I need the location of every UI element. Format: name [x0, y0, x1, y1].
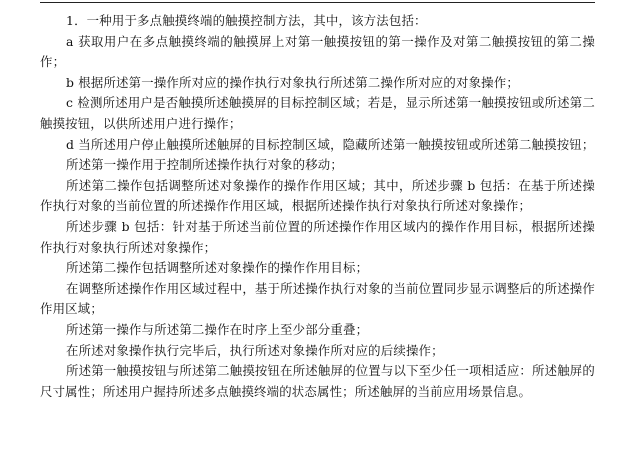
claim-step-b: b 根据所述第一操作所对应的操作执行对象执行所述第二操作所对应的对象操作；: [66, 74, 519, 90]
claim-text-block: [40, 11, 595, 402]
claim-step-c: c 检测所述用户是否触摸所述触摸屏的目标控制区域；若是，显示所述第一触摸按钮或所述第二触摸按钮，以供所述用户进行操作；: [40, 95, 595, 131]
claim-paragraph: 在调整所述操作作用区域过程中，基于所述操作执行对象的当前位置同步显示调整后的所述操作作用区域；: [40, 280, 595, 317]
claim-paragraph: 所述步骤 b 包括：针对基于所述当前位置的所述操作作用区域内的操作作用目标，根据所述操作执行对象执行所述对象操作；: [40, 218, 595, 255]
claim-step-a: a 获取用户在多点触摸终端的触摸屏上对第一触摸按钮的第一操作及对第二触摸按钮的第二操作；: [40, 33, 595, 70]
top-divider: [40, 2, 595, 3]
claim-paragraph: 所述第一操作与所述第二操作在时序上至少部分重叠；: [66, 321, 369, 337]
claim-paragraph: 所述第一触摸按钮与所述第二触摸按钮在所述触屏的位置与以下至少任一项相适应：所述触屏的尺寸属性；所述用户握持所述多点触摸终端的状态属性；所述触屏的当前应用场景信息。: [40, 363, 595, 399]
claim-step-d: d 当所述用户停止触摸所述触屏的目标控制区域，隐藏所述第一触摸按钮或所述第二触摸按钮；: [66, 136, 595, 152]
claim-paragraph: 所述第二操作包括调整所述对象操作的操作作用目标；: [66, 260, 369, 276]
claim-paragraph: 所述第二操作包括调整所述对象操作的操作作用区域；其中，所述步骤 b 包括：在基于所述操作执行对象的当前位置的所述操作作用区域，根据所述操作执行对象执行所述对象操作；: [40, 177, 595, 214]
claim-paragraph: 所述第一操作用于控制所述操作执行对象的移动；: [66, 157, 343, 173]
claim-title: 1．一种用于多点触摸终端的触摸控制方法，其中，该方法包括：: [66, 13, 427, 28]
claim-paragraph: 在所述对象操作执行完毕后，执行所述对象操作所对应的后续操作；: [66, 342, 444, 358]
